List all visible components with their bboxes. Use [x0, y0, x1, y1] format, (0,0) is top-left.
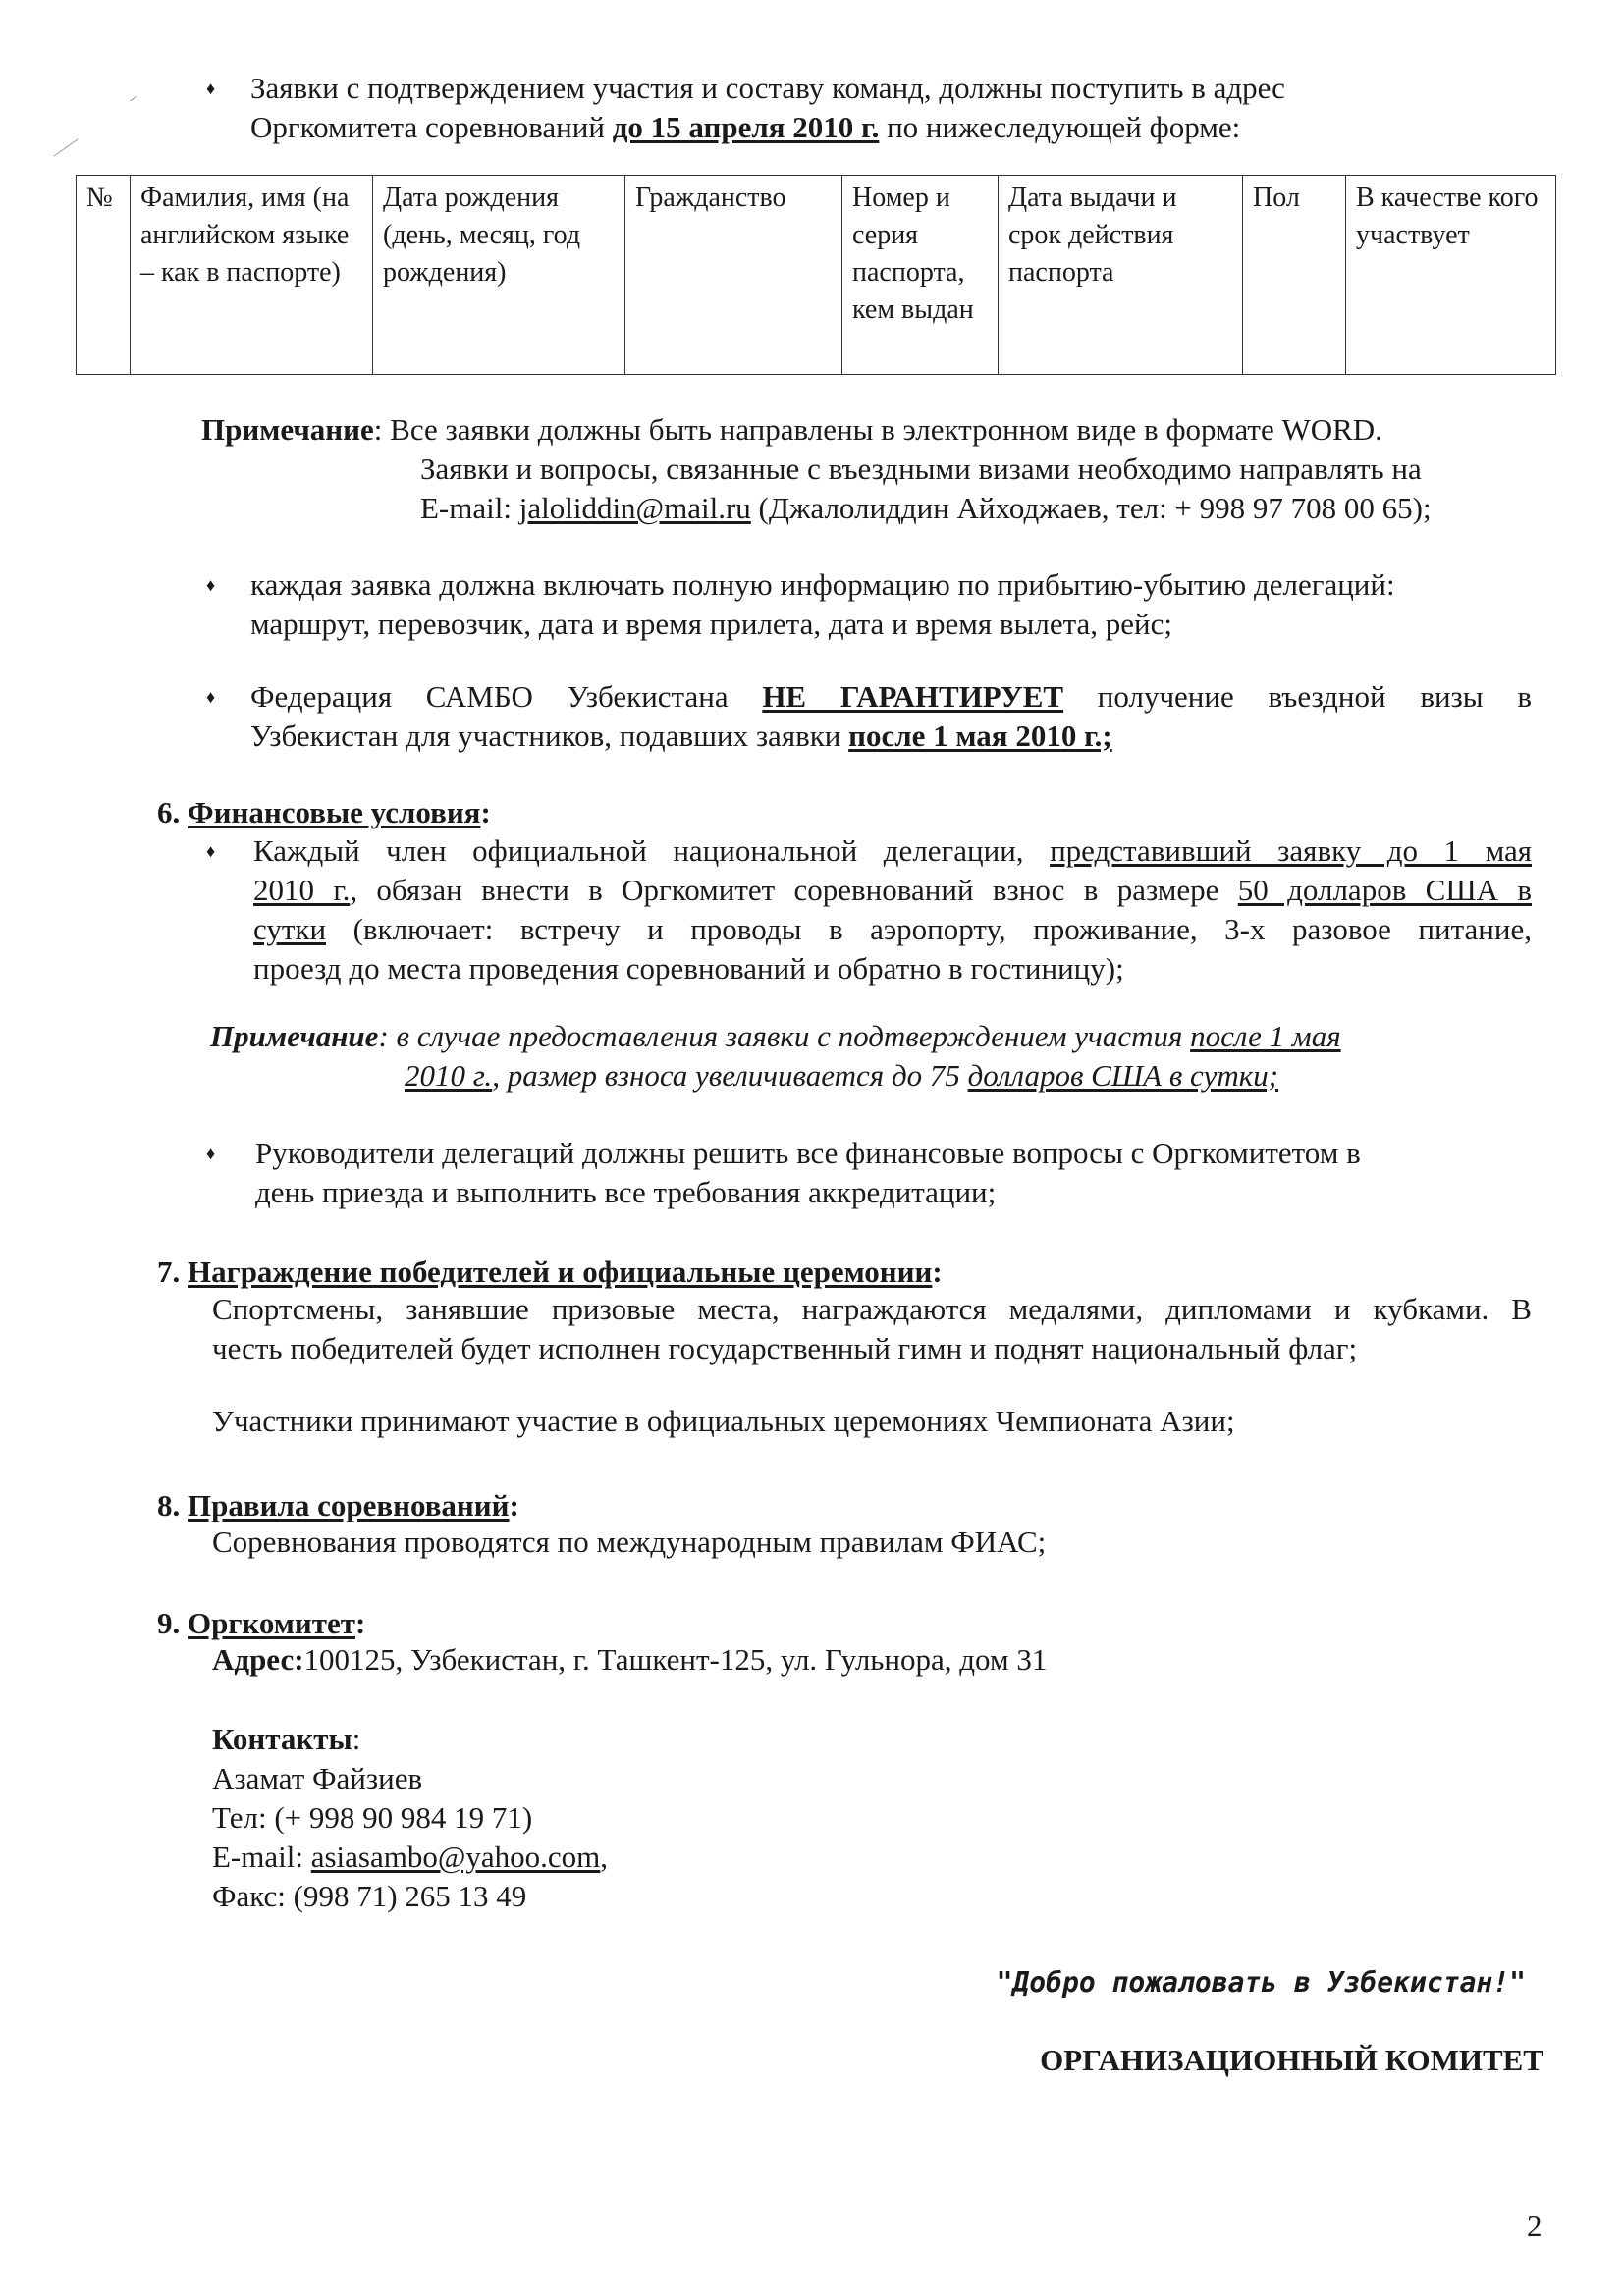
section-9-heading: 9. Оргкомитет:	[157, 1606, 366, 1640]
fee-increase-note-cont: 2010 г., размер взноса увеличивается до 75 долларов США в сутки;	[405, 1058, 1279, 1093]
contact-fax: Факс: (998 71) 265 13 49	[212, 1879, 527, 1913]
visa-cutoff-date: после 1 мая 2010 г.;	[848, 719, 1112, 753]
financial-settlement-text: Руководители делегаций должны решить все финансовые вопросы с Оргкомитетом в день приезда и выполнить все требования аккредитации;	[255, 1136, 1361, 1209]
bullet-icon: ♦	[206, 575, 216, 595]
scan-mark	[130, 96, 136, 101]
section-7-heading: 7. Награждение победителей и официальные церемонии:	[157, 1255, 943, 1289]
table-header-cell: Дата рождения (день, месяц, год рождения)	[373, 176, 625, 375]
bullet-icon: ♦	[206, 79, 216, 98]
submission-deadline-text: Заявки с подтверждением участия и составу команд, должны поступить в адрес Оргкомитета соревнований до 15 апреля 2010 г. по нижеследующей форме:	[250, 71, 1285, 144]
fee-terms-text: Каждый член официальной национальной делегации, представивший заявку до 1 мая 2010 г., обязан внести в Оргкомитет соревнований взнос в размере 50 долларов США в сутки (включает: встречу и проводы в аэропорту, проживание, 3-х разовое питание, проезд до места проведения соревнований и обратно в гостиницу);	[253, 833, 1533, 986]
deadline-date: до 15 апреля 2010 г.	[612, 110, 880, 144]
bullet-icon: ♦	[206, 687, 216, 707]
rules-text: Соревнования проводятся по международным правилам ФИАС;	[212, 1524, 1047, 1559]
bullet-icon: ♦	[206, 1144, 216, 1163]
table-header-row	[77, 176, 1556, 375]
fee-increase-note: Примечание: в случае предоставления заявки с подтверждением участия после 1 мая	[210, 1019, 1341, 1053]
section-8-heading: 8. Правила соревнований:	[157, 1488, 519, 1522]
not-guaranteed-emphasis: НЕ ГАРАНТИРУЕТ	[762, 679, 1064, 714]
table-header-cell: Фамилия, имя (на английском языке – как в паспорте)	[131, 176, 373, 375]
contacts-block: Контакты: Азамат Файзиев Тел: (+ 998 90 984 19 71) E-mail: asiasambo@yahoo.com, Факс: (998 71) 265 13 49	[212, 1720, 608, 1916]
table-header-cell: Дата выдачи и срок действия паспорта	[999, 176, 1243, 375]
arrival-info-text: каждая заявка должна включать полную информацию по прибытию-убытию делегаций: маршрут, перевозчик, дата и время прилета, дата и время вылета, рейс;	[250, 567, 1395, 641]
contact-phone: Тел: (+ 998 90 984 19 71)	[212, 1800, 533, 1835]
organizing-committee: ОРГАНИЗАЦИОННЫЙ КОМИТЕТ	[1040, 2043, 1543, 2077]
table-header-cell: №	[77, 176, 131, 375]
table-header-cell: Пол	[1243, 176, 1346, 375]
awards-text: Спортсмены, занявшие призовые места, награждаются медалями, дипломами и кубками. В честь победителей будет исполнен государственный гимн и поднят национальный флаг;	[212, 1292, 1532, 1365]
table-header-cell: Номер и серия паспорта, кем выдан	[842, 176, 999, 375]
contact-name: Азамат Файзиев	[212, 1761, 423, 1795]
page-number: 2	[1527, 2209, 1543, 2243]
note-electronic-format: Примечание: Все заявки должны быть направлены в электронном виде в формате WORD.	[201, 412, 1382, 447]
section-6-heading: 6. Финансовые условия:	[157, 795, 491, 829]
contact-email-link[interactable]: asiasambo@yahoo.com	[310, 1840, 601, 1874]
address-line: Адрес:100125, Узбекистан, г. Ташкент-125, ул. Гульнора, дом 31	[212, 1642, 1048, 1677]
application-form-table	[76, 175, 1556, 375]
scan-mark	[53, 138, 78, 156]
welcome-signature: "Добро пожаловать в Узбекистан!"	[996, 1966, 1526, 1999]
visa-email-link[interactable]: jaloliddin@mail.ru	[518, 491, 751, 525]
table-header-cell: В качестве кого участвует	[1346, 176, 1556, 375]
visa-warning-text: Федерация САМБО Узбекистана НЕ ГАРАНТИРУЕТ получение въездной визы в Узбекистан для участников, подавших заявки после 1 мая 2010 г.;	[250, 679, 1532, 753]
bullet-icon: ♦	[206, 841, 216, 861]
ceremonies-text: Участники принимают участие в официальных церемониях Чемпионата Азии;	[212, 1404, 1235, 1438]
note-visa-contact: Заявки и вопросы, связанные с въездными визами необходимо направлять на E-mail: jaloliddin@mail.ru (Джалолиддин Айходжаев, тел: + 998 97 708 00 65);	[420, 452, 1432, 525]
table-header-cell: Гражданство	[625, 176, 842, 375]
